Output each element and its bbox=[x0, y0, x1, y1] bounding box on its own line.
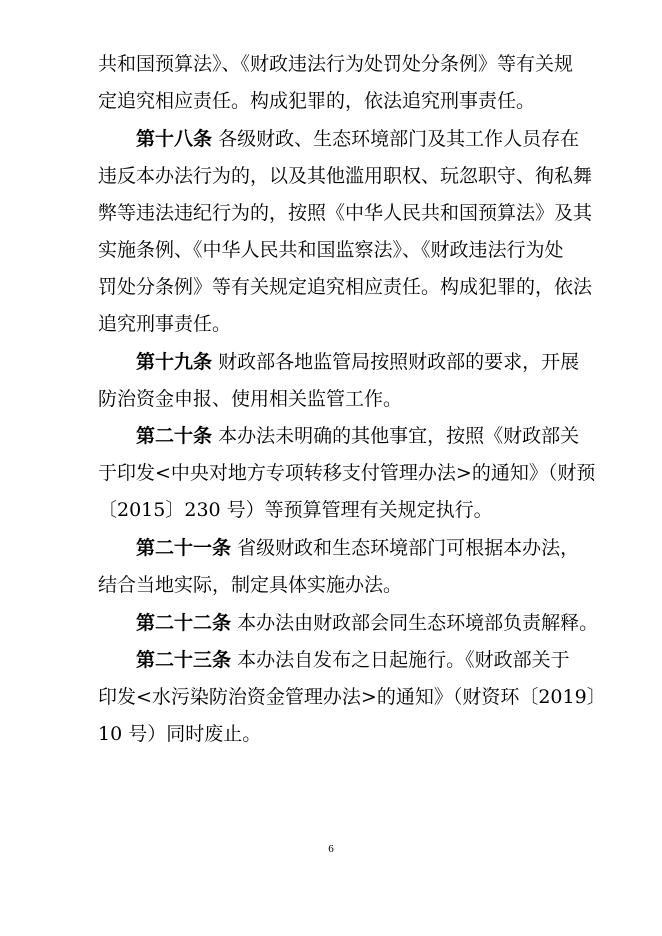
article-22-first-line bbox=[136, 611, 598, 635]
body-text-line: 违反本办法行为的，以及其他滥用职权、玩忽职守、徇私舞 bbox=[98, 165, 593, 187]
article-text: 本办法由财政部会同生态环境部负责解释。 bbox=[237, 612, 599, 634]
article-18-first-line bbox=[136, 127, 579, 151]
body-text-line: 结合当地实际，制定具体实施办法。 bbox=[98, 574, 403, 596]
article-heading: 第二十三条 bbox=[136, 649, 232, 671]
body-text-line: 10 号）同时废止。 bbox=[98, 723, 262, 745]
page-number: 6 bbox=[328, 843, 334, 855]
body-text-line: 实施条例、《中华人民共和国监察法》、《财政违法行为处 bbox=[98, 239, 564, 261]
article-text: 财政部各地监管局按照财政部的要求，开展 bbox=[218, 351, 580, 373]
article-heading: 第十八条 bbox=[136, 128, 213, 150]
body-text-line: 弊等违法违纪行为的，按照《中华人民共和国预算法》及其 bbox=[98, 202, 593, 224]
body-text-line: 于印发<中央对地方专项转移支付管理办法>的通知》（财预 bbox=[98, 462, 596, 484]
body-text-line: 定追究相应责任。构成犯罪的，依法追究刑事责任。 bbox=[98, 90, 536, 112]
article-heading: 第二十一条 bbox=[136, 537, 232, 559]
body-text-line: 防治资金申报、使用相关监管工作。 bbox=[98, 388, 403, 410]
article-text: 本办法未明确的其他事宜，按照《财政部关 bbox=[218, 425, 580, 447]
article-21-first-line bbox=[136, 536, 579, 560]
article-text: 各级财政、生态环境部门及其工作人员存在 bbox=[218, 128, 580, 150]
article-heading: 第十九条 bbox=[136, 351, 213, 373]
article-text: 本办法自发布之日起施行。《财政部关于 bbox=[237, 649, 570, 671]
article-heading: 第二十条 bbox=[136, 425, 213, 447]
body-text-line: 追究刑事责任。 bbox=[98, 313, 232, 335]
body-text-line: 共和国预算法》、《财政违法行为处罚处分条例》等有关规 bbox=[98, 53, 574, 75]
body-text-line: 印发<水污染防治资金管理办法>的通知》（财资环〔2019〕 bbox=[98, 686, 606, 708]
article-heading: 第二十二条 bbox=[136, 612, 232, 634]
article-19-first-line bbox=[136, 350, 579, 374]
body-text-line: 〔2015〕230 号）等预算管理有关规定执行。 bbox=[98, 499, 493, 521]
article-text: 省级财政和生态环境部门可根据本办法， bbox=[237, 537, 580, 559]
body-text-line: 罚处分条例》等有关规定追究相应责任。构成犯罪的，依法 bbox=[98, 276, 593, 298]
article-20-first-line bbox=[136, 424, 579, 448]
article-23-first-line bbox=[136, 648, 570, 672]
